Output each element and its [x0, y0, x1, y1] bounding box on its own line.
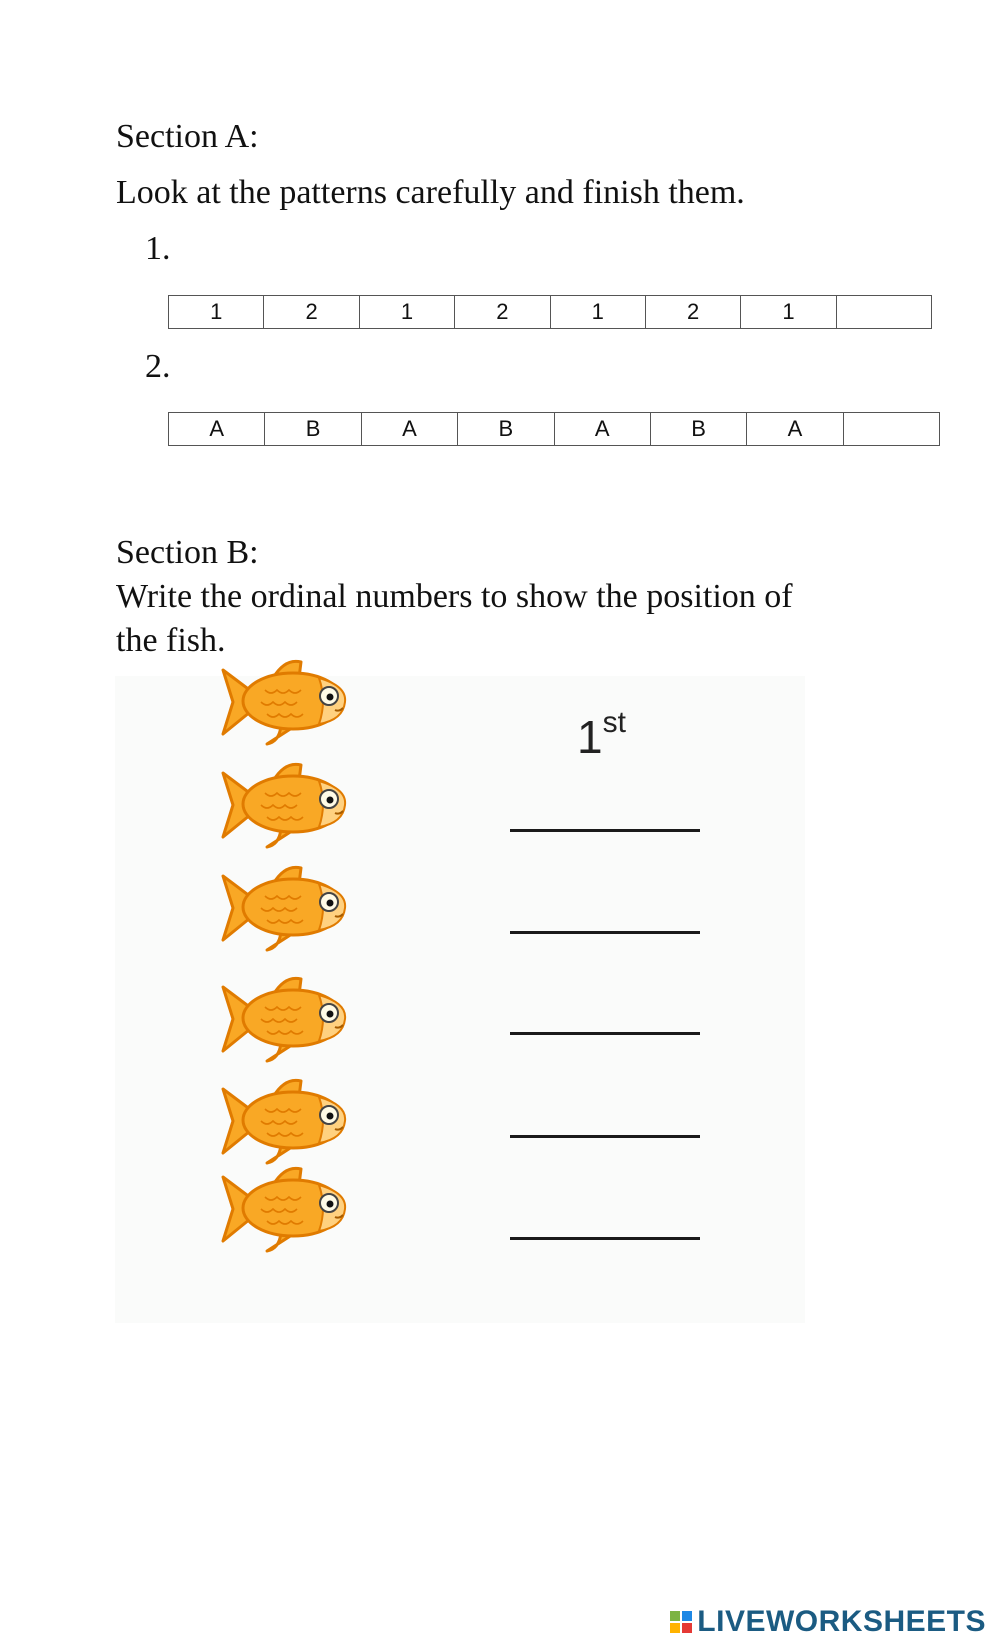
- fish-icon: [215, 1075, 355, 1165]
- fish-icon: [215, 1163, 355, 1253]
- pattern-cell: A: [554, 413, 650, 446]
- pattern-cell: 1: [359, 296, 454, 329]
- pattern-row-1: [168, 295, 932, 329]
- section-b-title: Section B:: [116, 534, 259, 571]
- pattern-cell: B: [458, 413, 554, 446]
- brand-text: LIVEWORKSHEETS: [697, 1605, 986, 1638]
- pattern-row-2: [168, 412, 940, 446]
- answer-line-4[interactable]: [510, 1032, 700, 1035]
- fish-icon: [215, 862, 355, 952]
- pattern-cell: A: [361, 413, 457, 446]
- question-1-number: 1.: [145, 230, 171, 267]
- pattern-answer-input[interactable]: [836, 296, 931, 329]
- pattern-cell: A: [747, 413, 843, 446]
- pattern-cell: 2: [645, 296, 740, 329]
- pattern-cell: 1: [169, 296, 264, 329]
- pattern-answer-input[interactable]: [843, 413, 939, 446]
- pattern-cell: 2: [455, 296, 550, 329]
- section-b-instruction-line-1: Write the ordinal numbers to show the position of: [116, 578, 793, 615]
- pattern-cell: 2: [264, 296, 359, 329]
- answer-line-2[interactable]: [510, 829, 700, 832]
- pattern-cell: B: [650, 413, 746, 446]
- liveworksheets-logo: [669, 1605, 986, 1639]
- pattern-cell: 1: [550, 296, 645, 329]
- fish-icon: [215, 656, 355, 746]
- pattern-cell: A: [169, 413, 265, 446]
- answer-line-6[interactable]: [510, 1237, 700, 1240]
- fish-ordinal-panel: [115, 676, 805, 1323]
- answer-line-5[interactable]: [510, 1135, 700, 1138]
- fish-icon: [215, 759, 355, 849]
- pattern-cell: 1: [741, 296, 836, 329]
- first-ordinal-label: [577, 706, 626, 764]
- liveworksheets-logo-icon: [669, 1610, 693, 1634]
- section-a-title: Section A:: [116, 118, 259, 155]
- fish-icon: [215, 973, 355, 1063]
- answer-line-3[interactable]: [510, 931, 700, 934]
- question-2-number: 2.: [145, 348, 171, 385]
- section-a-instruction: Look at the patterns carefully and finish them.: [116, 174, 745, 211]
- ordinal-number: 1: [577, 711, 603, 763]
- section-b-instruction-line-2: the fish.: [116, 622, 226, 659]
- ordinal-suffix: st: [602, 706, 626, 739]
- pattern-cell: B: [265, 413, 361, 446]
